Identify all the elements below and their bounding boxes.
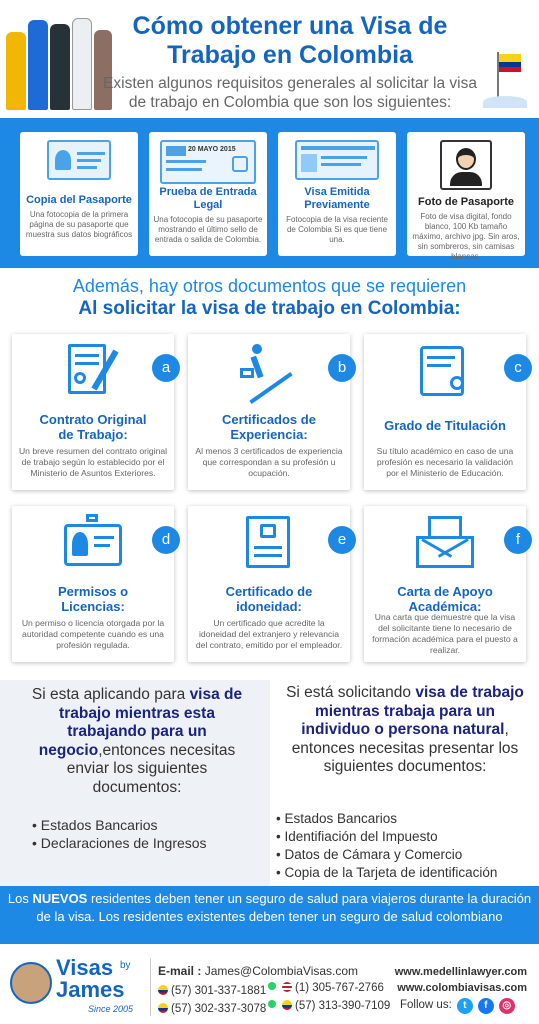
requirement-desc: Un permiso o licencia otorgada por la autoridad competente cuando es una profesión regulada. bbox=[21, 618, 165, 650]
website-link-colombiavisas[interactable]: www.colombiavisas.com bbox=[397, 982, 527, 994]
card-desc: Una fotocopia de la primera página de su pasaporte que muestra sus datos biográficos bbox=[25, 210, 133, 239]
whatsapp-icon bbox=[268, 982, 276, 990]
individual-applicant-section bbox=[270, 680, 539, 886]
card-legal-entry bbox=[149, 132, 267, 256]
card-previous-visa bbox=[278, 132, 396, 256]
letter-badge: b bbox=[328, 354, 356, 382]
phone-colombia-3[interactable] bbox=[282, 1000, 390, 1012]
individual-documents-list bbox=[276, 810, 497, 882]
requirement-title: Permisos o Licencias: bbox=[57, 584, 129, 614]
card-title: Foto de Pasaporte bbox=[418, 196, 514, 208]
business-applicant-section bbox=[0, 680, 270, 886]
text-part: ,entonces necesitas enviar los siguientes documentos: bbox=[66, 741, 236, 796]
section-intro: Además, hay otros documentos que se requieren bbox=[72, 276, 467, 296]
card-title: Copia del Pasaporte bbox=[26, 194, 132, 206]
list-item: • Estados Bancarios bbox=[32, 816, 207, 834]
text-part: , entonces necesitas presentar los siguientes documentos: bbox=[291, 721, 519, 775]
email-row[interactable] bbox=[158, 964, 358, 978]
page-subtitle: Existen algunos requisitos generales al solicitar la visa de trabajo en Colombia que son los siguientes: bbox=[103, 75, 477, 111]
text-part: Los bbox=[7, 891, 33, 906]
card-title: Prueba de Entrada Legal bbox=[159, 186, 257, 211]
business-documents-list bbox=[32, 816, 207, 852]
letter-badge: f bbox=[504, 526, 532, 554]
colombia-flag-icon bbox=[158, 1003, 168, 1013]
footer-divider bbox=[150, 958, 151, 1016]
logo-since: Since 2005 bbox=[88, 1004, 134, 1014]
website-link-medellinlawyer[interactable]: www.medellinlawyer.com bbox=[394, 966, 527, 978]
logo-wordmark[interactable] bbox=[56, 955, 125, 1002]
requirement-desc: Un breve resumen del contrato original de trabajo según lo establecido por el Ministerio de Asuntos Exteriores. bbox=[18, 446, 168, 478]
passport-id-icon bbox=[47, 140, 111, 180]
id-badge-icon bbox=[62, 514, 124, 572]
contract-pen-icon bbox=[62, 342, 124, 400]
email-link[interactable]: James@ColombiaVisas.com bbox=[204, 964, 359, 978]
letter-envelope-icon bbox=[414, 514, 476, 572]
insurance-note bbox=[0, 886, 539, 944]
letter-badge: c bbox=[504, 354, 532, 382]
requirement-box-b bbox=[188, 334, 350, 490]
requirement-box-d bbox=[12, 506, 174, 662]
phone-number[interactable]: (57) 313-390-7109 bbox=[295, 1000, 391, 1012]
list-item: • Estados Bancarios bbox=[276, 810, 497, 828]
section-heading: Al solicitar la visa de trabajo en Colombia: bbox=[78, 298, 461, 319]
phone-colombia-1[interactable] bbox=[158, 982, 276, 997]
letter-badge: e bbox=[328, 526, 356, 554]
facebook-icon[interactable]: f bbox=[478, 998, 494, 1014]
passport-stamp-icon bbox=[160, 140, 256, 184]
text-emphasis: visa de trabajo mientras trabaja para un individuo o persona natural bbox=[301, 684, 524, 738]
card-desc: Foto de visa digital, fondo blanco, 100 Kb tamaño máximo, archivo jpg. Sin aros, sin sombreros, sin camisas blancas. bbox=[412, 212, 520, 261]
whatsapp-icon bbox=[268, 1000, 276, 1008]
business-applicant-text bbox=[24, 686, 250, 797]
text-emphasis: NUEVOS bbox=[32, 891, 88, 906]
twitter-icon[interactable]: t bbox=[457, 998, 473, 1014]
list-item: • Copia de la Tarjeta de identificación bbox=[276, 864, 497, 882]
text-part: Si esta aplicando para bbox=[31, 686, 190, 703]
requirement-desc: Su título académico en caso de una profesión es necesario la validación por el Ministerio de Educación. bbox=[376, 446, 514, 478]
stamp-date: 20 MAYO 2015 bbox=[188, 146, 236, 153]
text-emphasis: visa de trabajo mientras esta trabajando para un negocio bbox=[38, 686, 243, 759]
colombia-flag-icon bbox=[493, 52, 525, 110]
phone-colombia-2[interactable] bbox=[158, 1000, 276, 1015]
phone-number[interactable]: (57) 302-337-3078 bbox=[171, 1003, 267, 1015]
james-avatar bbox=[10, 962, 52, 1004]
social-follow bbox=[400, 998, 515, 1014]
diploma-icon bbox=[414, 342, 476, 400]
requirement-title: Certificados de Experiencia: bbox=[222, 412, 316, 442]
requirement-title: Carta de Apoyo Académica: bbox=[397, 584, 493, 614]
list-item: • Declaraciones de Ingresos bbox=[32, 834, 207, 852]
page-title: Cómo obtener una Visa de Trabajo en Colombia bbox=[132, 12, 448, 69]
requirement-title: Certificado de idoneidad: bbox=[225, 584, 313, 614]
colombia-flag-icon bbox=[282, 1000, 292, 1010]
workers-illustration bbox=[6, 14, 112, 110]
logo-by: by bbox=[120, 960, 131, 971]
card-passport-photo bbox=[407, 132, 525, 261]
requirement-desc: Una carta que demuestre que la visa del solicitante tiene lo necesario de formación académica para el puesto a realizar. bbox=[372, 612, 518, 655]
email-label: E-mail : bbox=[158, 964, 202, 978]
requirement-desc: Al menos 3 certificados de experiencia que correspondan a su profesión u ocupación. bbox=[195, 446, 343, 478]
portrait-photo-icon bbox=[440, 140, 492, 190]
card-passport-copy bbox=[20, 132, 138, 256]
list-item: • Identifiación del Impuesto bbox=[276, 828, 497, 846]
requirement-box-f bbox=[364, 506, 526, 662]
letter-badge: a bbox=[152, 354, 180, 382]
list-item: • Datos de Cámara y Comercio bbox=[276, 846, 497, 864]
colombia-flag-icon bbox=[158, 985, 168, 995]
logo-james: James bbox=[56, 977, 125, 1002]
requirement-desc: Un certificado que acredite la idoneidad del extranjero y relevancia del contrato, emitido por el empleador. bbox=[195, 618, 343, 650]
requirement-title: Grado de Titulación bbox=[384, 418, 506, 433]
text-part: Si está solicitando bbox=[286, 684, 416, 701]
card-desc: Una fotocopia de su pasaporte mostrando el último sello de entrada o salida de Colombia. bbox=[153, 215, 263, 244]
requirement-box-a bbox=[12, 334, 174, 490]
card-title: Visa Emitida Previamente bbox=[304, 186, 370, 211]
card-desc: Fotocopia de la visa reciente de Colombia Si es que tiene una. bbox=[286, 215, 388, 244]
text-part: residentes deben tener un seguro de salud para viajeros durante la duración de la visa. Los residentes existentes deben tener un seguro de salud colombiano bbox=[36, 891, 532, 924]
individual-applicant-text bbox=[280, 684, 530, 777]
instagram-icon[interactable]: ◎ bbox=[499, 998, 515, 1014]
requirement-box-e bbox=[188, 506, 350, 662]
letter-badge: d bbox=[152, 526, 180, 554]
phone-number[interactable]: (57) 301-337-1881 bbox=[171, 985, 267, 997]
requirement-box-c bbox=[364, 334, 526, 490]
follow-label: Follow us: bbox=[400, 999, 452, 1011]
career-growth-icon bbox=[238, 342, 300, 400]
logo-visas: Visas bbox=[56, 955, 114, 980]
requirement-title: Contrato Original de Trabajo: bbox=[39, 412, 147, 442]
certificate-lock-icon bbox=[238, 514, 300, 572]
usa-flag-icon bbox=[282, 982, 292, 992]
visa-document-icon bbox=[295, 140, 379, 180]
phone-number[interactable]: (1) 305-767-2766 bbox=[295, 982, 384, 994]
phone-usa[interactable] bbox=[282, 982, 384, 994]
